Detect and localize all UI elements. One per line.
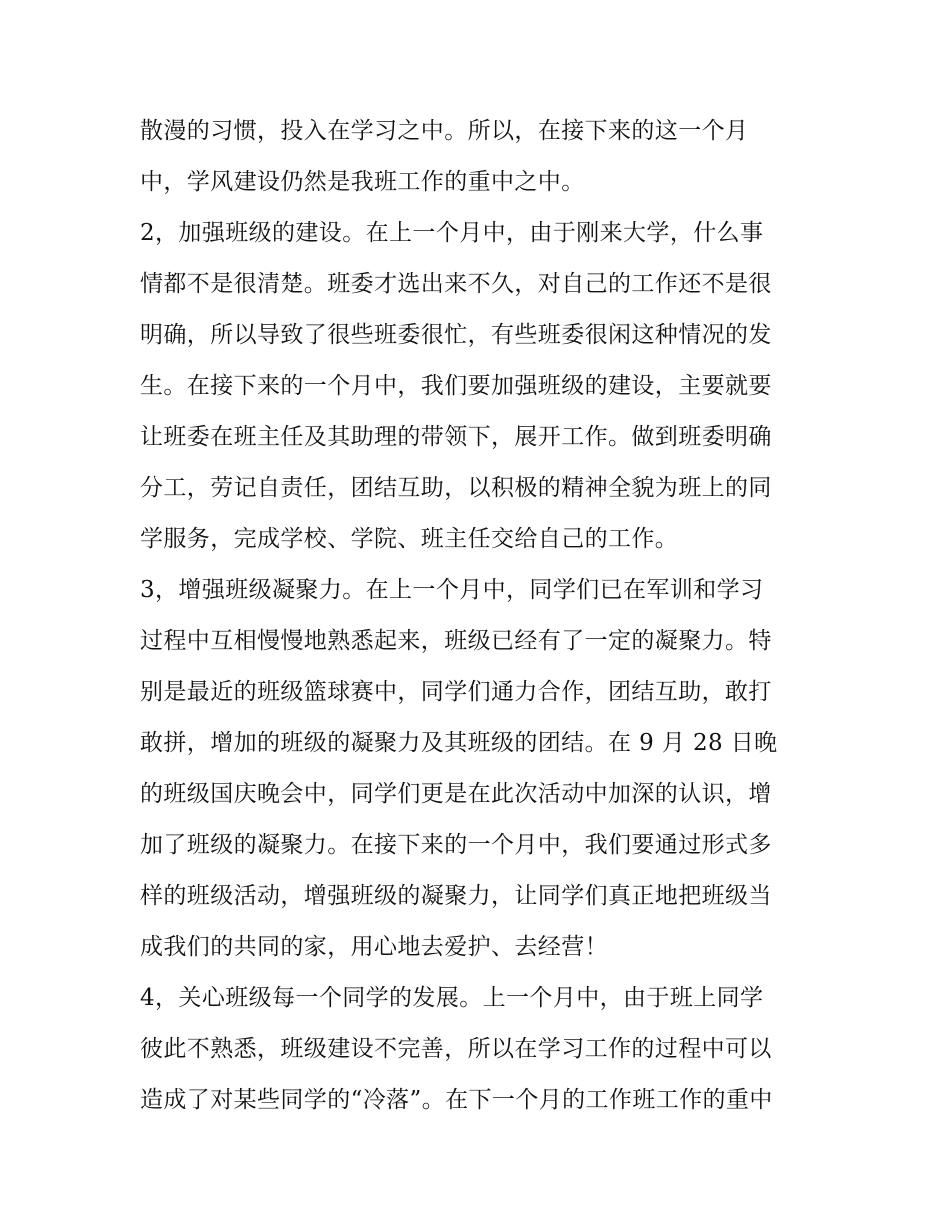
text-line: 别是最近的班级篮球赛中，同学们通力合作，团结互助，敢打 <box>140 679 772 705</box>
text-line: 情都不是很清楚。班委才选出来不久，对自己的工作还不是很 <box>140 271 772 297</box>
text-line: 彼此不熟悉，班级建设不完善，所以在学习工作的过程中可以 <box>140 1036 772 1062</box>
text-line: 4，关心班级每一个同学的发展。上一个月中，由于班上同学 <box>140 985 764 1011</box>
text-line: 3，增强班级凝聚力。在上一个月中，同学们已在军训和学习 <box>140 577 764 603</box>
text-line: 明确，所以导致了很些班委很忙，有些班委很闲这种情况的发 <box>140 322 772 348</box>
text-line: 生。在接下来的一个月中，我们要加强班级的建设，主要就要 <box>140 373 772 399</box>
text-line: 加了班级的凝聚力。在接下来的一个月中，我们要通过形式多 <box>140 832 772 858</box>
text-line: 2，加强班级的建设。在上一个月中，由于刚来大学，什么事 <box>140 220 764 246</box>
text-line: 学服务，完成学校、学院、班主任交给自己的工作。 <box>140 526 679 552</box>
text-line: 中，学风建设仍然是我班工作的重中之中。 <box>140 169 585 195</box>
text-line: 过程中互相慢慢地熟悉起来，班级已经有了一定的凝聚力。特 <box>140 628 772 654</box>
text-line: 敢拼，增加的班级的凝聚力及其班级的团结。在 9 月 28 日晚 <box>140 730 778 756</box>
text-line: 让班委在班主任及其助理的带领下，展开工作。做到班委明确 <box>140 424 772 450</box>
text-line: 成我们的共同的家，用心地去爱护、去经营！ <box>140 934 608 960</box>
text-line: 造成了对某些同学的“冷落”。在下一个月的工作班工作的重中 <box>140 1087 773 1113</box>
text-line: 样的班级活动，增强班级的凝聚力，让同学们真正地把班级当 <box>140 883 772 909</box>
text-line: 散漫的习惯，投入在学习之中。所以，在接下来的这一个月 <box>140 118 749 144</box>
text-line: 的班级国庆晚会中，同学们更是在此次活动中加深的认识，增 <box>140 781 772 807</box>
text-line: 分工，劳记自责任，团结互助，以积极的精神全貌为班上的同 <box>140 475 772 501</box>
body-text <box>140 106 820 1126</box>
